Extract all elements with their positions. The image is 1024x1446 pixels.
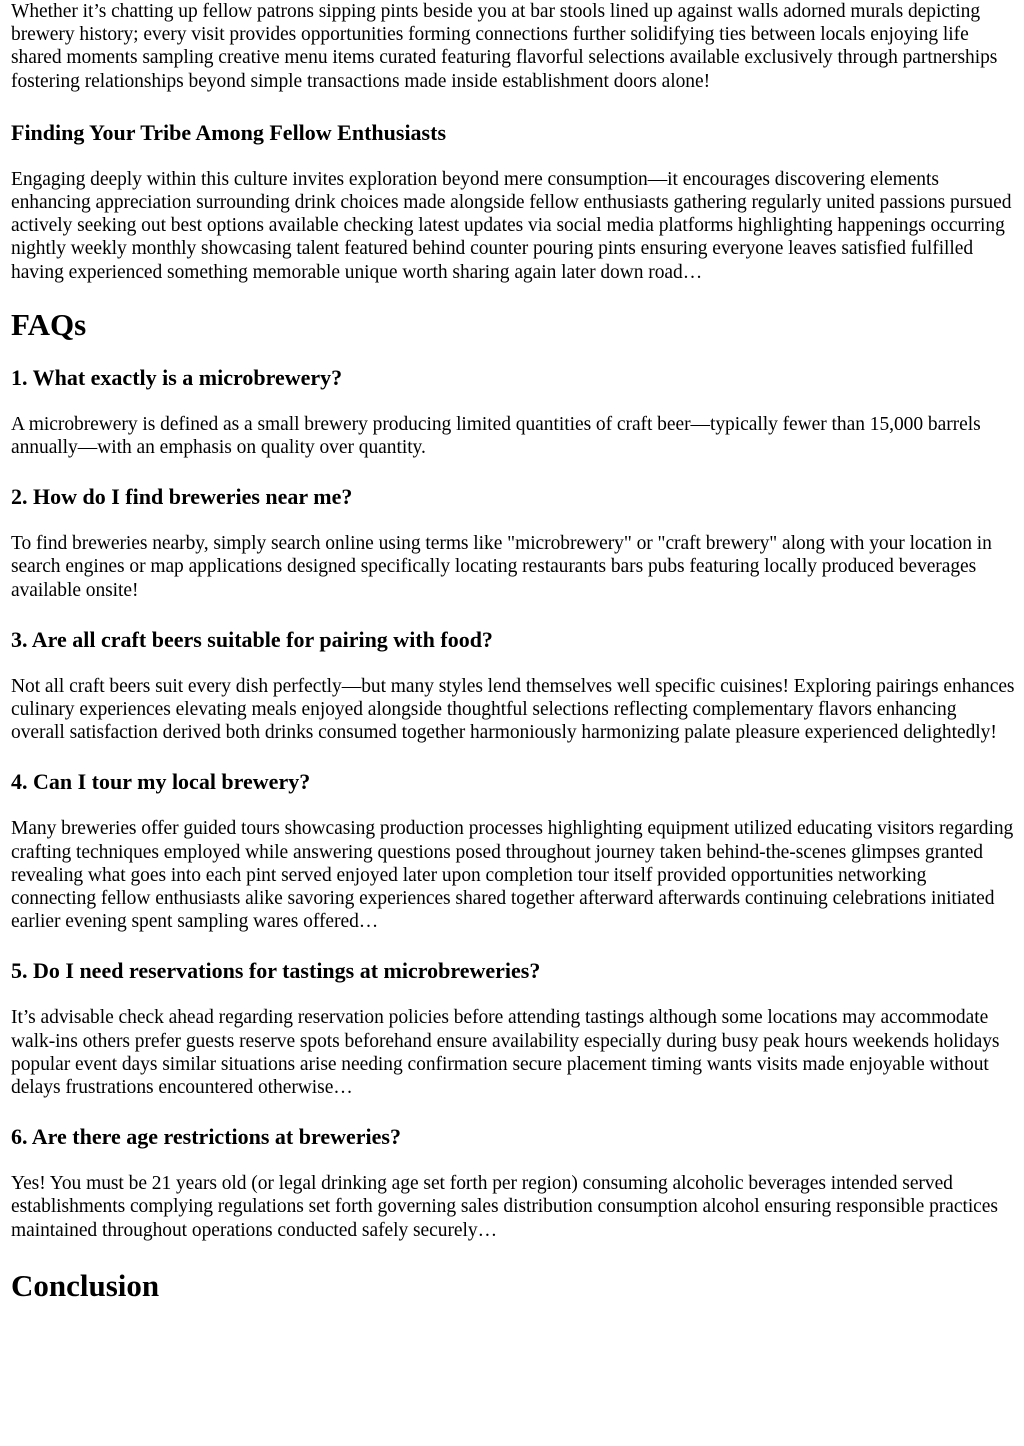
faq-item <box>11 365 1015 459</box>
faq-answer: Not all craft beers suit every dish perfectly—but many styles lend themselves well specific cuisines! Exploring pairings enhances culinary experiences elevating meals enjoyed alongside thoughtful selections reflecting complementary flavors enhancing overall satisfaction derived both drinks consumed together harmoniously harmonizing palate pleasure experienced delightedly! <box>11 675 1015 744</box>
faq-question: 4. Can I tour my local brewery? <box>11 769 311 795</box>
faq-answer: A microbrewery is defined as a small brewery producing limited quantities of craft beer—typically fewer than 15,000 barrels annually—with an emphasis on quality over quantity. <box>11 413 981 459</box>
faq-answer: It’s advisable check ahead regarding reservation policies before attending tastings although some locations may accommodate walk-ins others prefer guests reserve spots beforehand ensure availability especially during busy peak hours weekends holidays popular event days similar situations arise needing confirmation secure placement timing wants visits made enjoyable without delays frustrations encountered otherwise… <box>11 1007 1000 1099</box>
faq-item <box>11 769 1015 933</box>
faq-question: 5. Do I need reservations for tastings at microbreweries? <box>11 958 541 984</box>
intro-paragraph: Whether it’s chatting up fellow patrons sipping pints beside you at bar stools lined up against walls adorned murals depicting brewery history; every visit provides opportunities forming connections further solidifying ties between locals enjoying life shared moments sampling creative menu items curated featuring flavorful selections available exclusively through partnerships fostering relationships beyond simple transactions made inside establishment doors alone! <box>11 1 998 92</box>
faqs-heading: FAQs <box>11 306 87 342</box>
faq-item <box>11 958 1015 1099</box>
faq-item <box>11 484 1015 602</box>
faq-answer: Yes! You must be 21 years old (or legal drinking age set forth per region) consuming alcoholic beverages intended served establishments complying regulations set forth governing sales distribution consumption alcohol ensuring responsible practices maintained throughout operations conducted safely securely… <box>11 1173 998 1241</box>
faq-list <box>11 365 1015 1242</box>
faq-question: 3. Are all craft beers suitable for pairing with food? <box>11 626 493 652</box>
faq-item <box>11 627 1015 745</box>
faq-question: 6. Are there age restrictions at breweries? <box>11 1124 401 1150</box>
faq-question: 1. What exactly is a microbrewery? <box>11 364 343 390</box>
tribe-section-paragraph: Engaging deeply within this culture invites exploration beyond mere consumption—it encourages discovering elements enhancing appreciation surrounding drink choices made alongside fellow enthusiasts gathering regularly united passions pursued actively seeking out best options available checking latest updates via social media platforms highlighting happenings occurring nightly weekly monthly showcasing talent featured behind counter pouring pints ensuring everyone leaves satisfied fulfilled having experienced something memorable unique worth sharing again later down road… <box>11 168 1012 283</box>
faq-answer: To find breweries nearby, simply search online using terms like "microbrewery" or "craft brewery" along with your location in search engines or map applications designed specifically locating restaurants bars pubs featuring locally produced beverages available onsite! <box>11 533 992 601</box>
faq-item <box>11 1124 1015 1242</box>
conclusion-heading: Conclusion <box>11 1267 160 1303</box>
faq-question: 2. How do I find breweries near me? <box>11 484 353 510</box>
faq-answer: Many breweries offer guided tours showcasing production processes highlighting equipment utilized educating visitors regarding crafting techniques employed while answering questions posed throughout journey taken behind-the-scenes glimpses granted revealing what goes into each pint served enjoyed later upon completion tour itself provided opportunities networking connecting fellow enthusiasts alike savoring experiences shared together afterward afterwards continuing celebrations initiated earlier evening spent sampling wares offered… <box>11 818 1014 933</box>
tribe-section-heading: Finding Your Tribe Among Fellow Enthusiasts <box>11 119 447 145</box>
